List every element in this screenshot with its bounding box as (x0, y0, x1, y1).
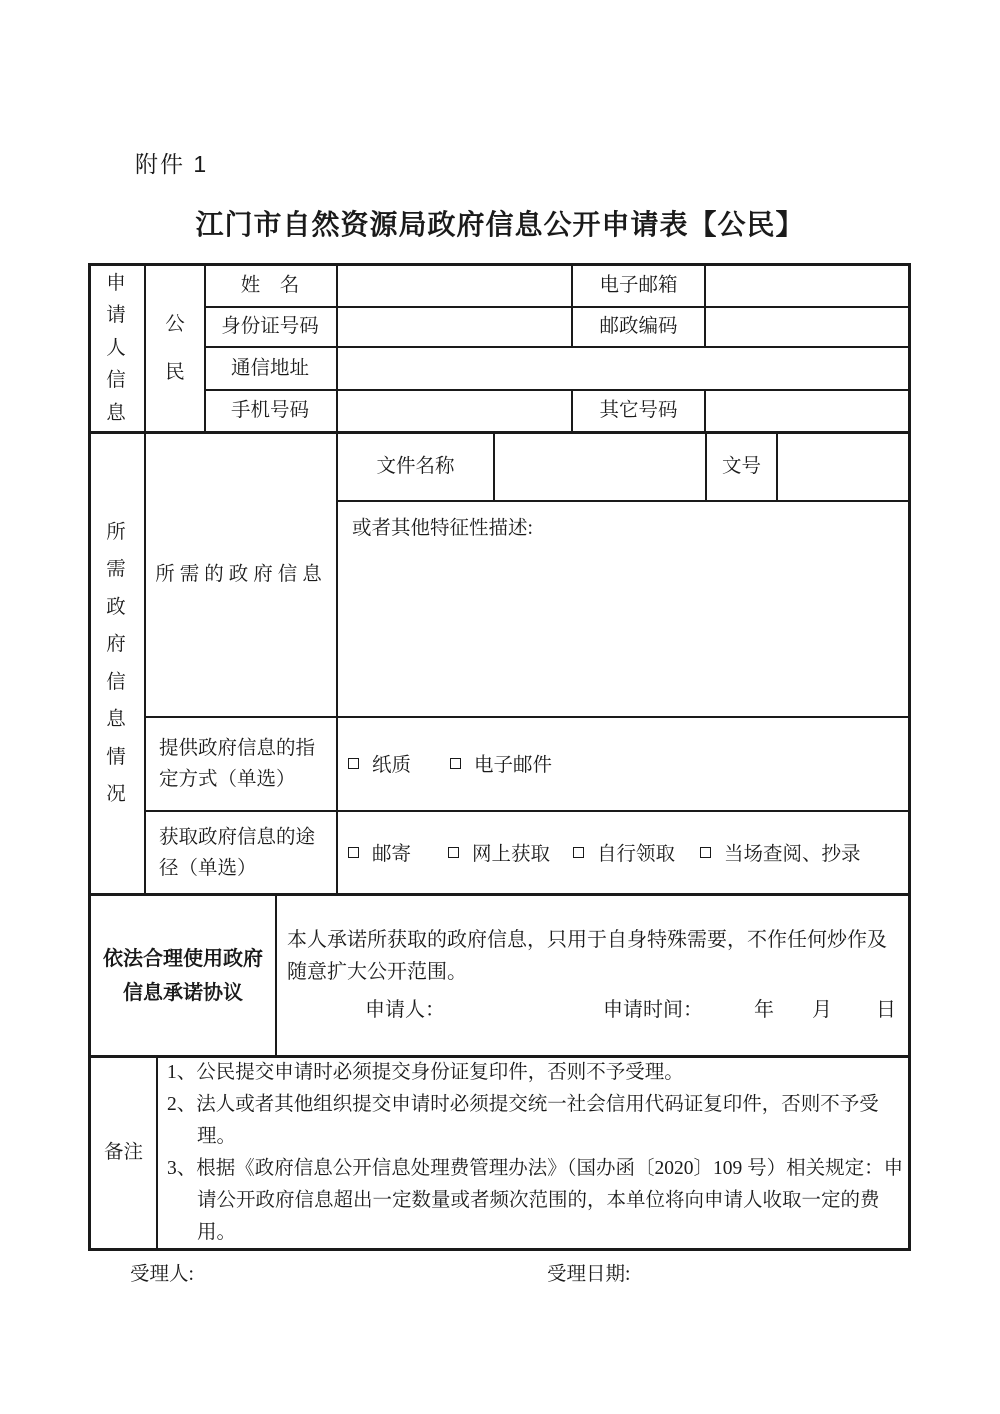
day-label: 日 (876, 998, 896, 1021)
grid-line (156, 1055, 158, 1248)
provide-method-label: 提供政府信息的指定方式（单选） (159, 738, 316, 790)
commitment-body: 本人承诺所获取的政府信息，只用于自身特殊需要，不作任何炒作及随意扩大公开范围。 (287, 929, 887, 983)
checkbox-self-pickup-label: 自行领取 (597, 844, 676, 865)
checkbox-onsite-copy[interactable] (700, 847, 711, 858)
address-label: 通信地址 (230, 357, 309, 379)
checkbox-onsite-copy-label: 当场查阅、抄录 (724, 844, 861, 865)
provide-option-email (450, 748, 552, 778)
postal-code-value-cell[interactable] (706, 308, 908, 346)
obtain-method-label: 获取政府信息的途径（单选） (159, 826, 316, 879)
file-name-label: 文件名称 (376, 456, 455, 478)
checkbox-paper-label: 纸质 (372, 755, 412, 776)
file-name-value-cell[interactable] (495, 434, 705, 500)
year-label: 年 (754, 998, 774, 1021)
needed-info-label: 所需的政府信息 (155, 564, 327, 586)
name-label: 姓 名 (240, 275, 300, 297)
attachment-label: 附件 1 (135, 151, 209, 177)
remark-item: 1、公民提交申请时必须提交身份证复印件，否则不予受理。 (167, 1062, 684, 1083)
obtain-option-mail (348, 837, 411, 867)
remark-item: 2、法人或者其他组织提交申请时必须提交统一社会信用代码证复印件，否则不予受理。 (167, 1094, 879, 1147)
applicant-sign-label: 申请人： (365, 998, 445, 1021)
obtain-option-online (448, 837, 550, 867)
commitment-header: 依法合理使用政府信息承诺协议 (103, 947, 263, 1004)
id-number-label: 身份证号码 (221, 316, 319, 338)
obtain-option-onsite-copy (700, 837, 861, 867)
grid-line (275, 893, 277, 1055)
other-number-label: 其它号码 (599, 400, 678, 422)
checkbox-mail[interactable] (348, 847, 359, 858)
mobile-label: 手机号码 (230, 400, 309, 422)
checkbox-online-label: 网上获取 (472, 844, 551, 865)
other-number-value-cell[interactable] (706, 391, 908, 431)
remarks-list (167, 1057, 910, 1249)
checkbox-email[interactable] (450, 758, 461, 769)
description-value-area[interactable] (338, 502, 908, 716)
remark-item: 3、根据《政府信息公开信息处理费管理办法》（国办函〔2020〕109 号）相关规定：申请公开政府信息超出一定数量或者频次范围的，本单位将向申请人收取一定的费用。 (167, 1158, 904, 1243)
checkbox-self-pickup[interactable] (573, 847, 584, 858)
mobile-value-cell[interactable] (338, 391, 571, 431)
info-section-header: 所 需 政 府 信 息 情 况 (106, 521, 126, 805)
description-label: 或者其他特征性描述: (352, 518, 533, 539)
checkbox-paper[interactable] (348, 758, 359, 769)
checkbox-mail-label: 邮寄 (372, 844, 412, 865)
form-title: 江门市自然资源局政府信息公开申请表【公民】 (195, 209, 805, 240)
month-label: 月 (812, 998, 832, 1021)
email-value-cell[interactable] (706, 266, 908, 306)
checkbox-online[interactable] (448, 847, 459, 858)
doc-number-label: 文号 (721, 456, 761, 478)
postal-code-label: 邮政编码 (599, 316, 678, 338)
id-number-value-cell[interactable] (338, 308, 571, 346)
apply-time-label: 申请时间： (603, 998, 703, 1021)
citizen-group-header: 公 民 (165, 314, 185, 383)
address-value-cell[interactable] (338, 348, 908, 389)
acceptor-label: 受理人: (130, 1264, 194, 1285)
doc-number-value-cell[interactable] (778, 434, 908, 500)
email-label: 电子邮箱 (599, 275, 678, 297)
applicant-section-header: 申 请 人 信 息 (106, 272, 126, 424)
checkbox-email-label: 电子邮件 (474, 755, 553, 776)
obtain-option-self-pickup (573, 837, 675, 867)
name-value-cell[interactable] (338, 266, 571, 306)
accept-date-label: 受理日期: (547, 1264, 631, 1285)
provide-option-paper (348, 748, 411, 778)
remarks-header: 备注 (103, 1142, 143, 1164)
